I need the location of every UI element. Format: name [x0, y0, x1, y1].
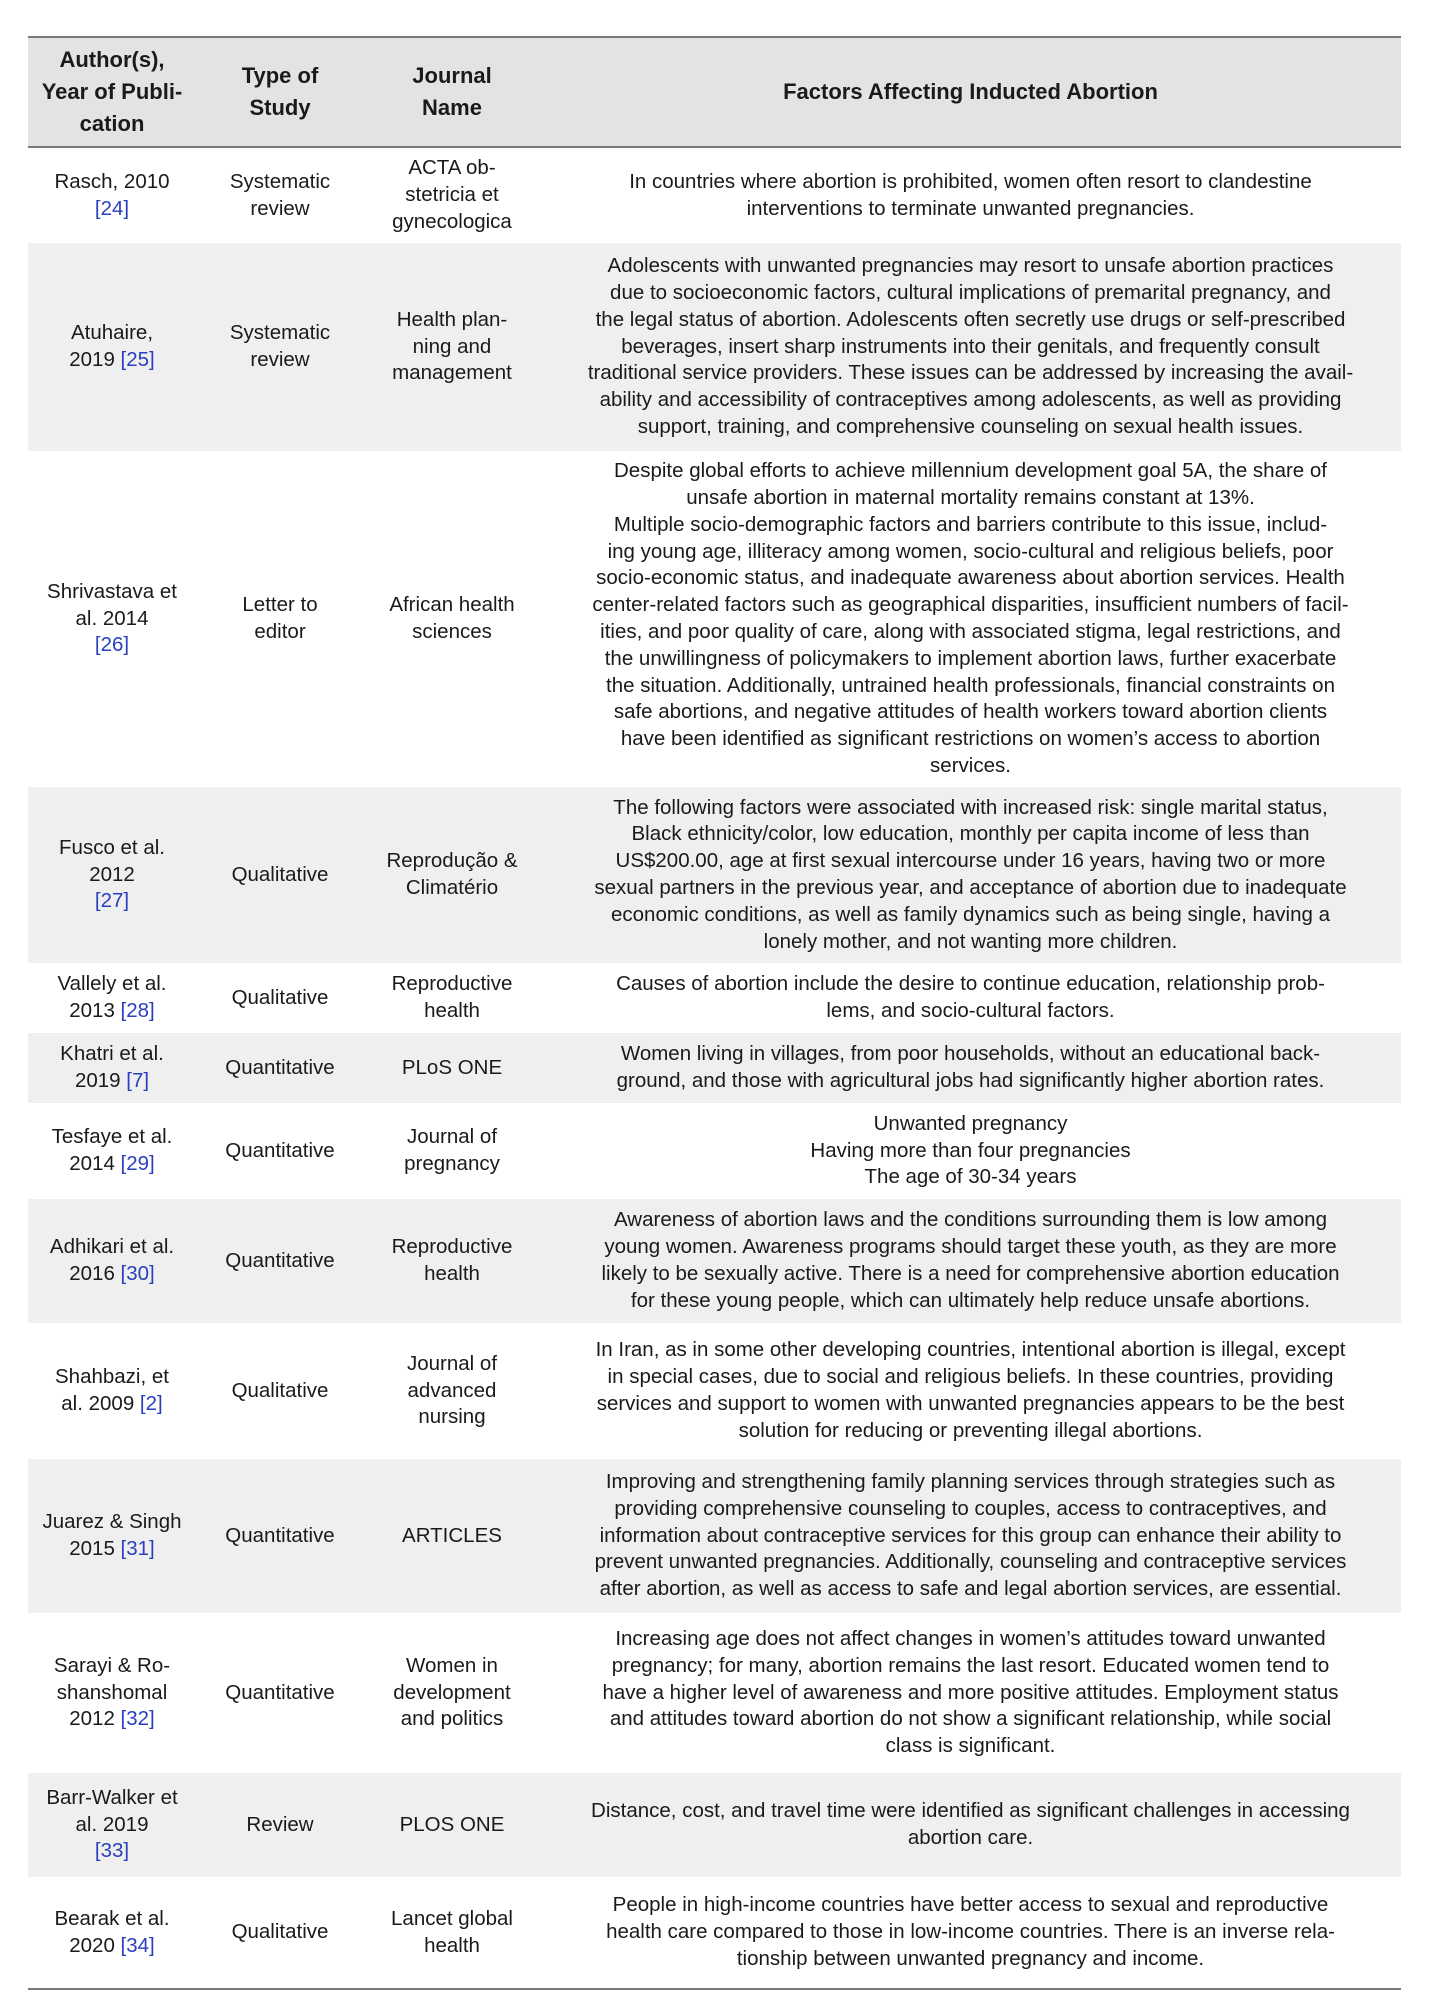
author-text: Adhikari et al.: [49, 1235, 175, 1259]
author-line: [34, 1812, 190, 1839]
author-line: [34, 1509, 190, 1536]
author-text: Bearak et al.: [54, 1906, 170, 1930]
table-row: [28, 1459, 1401, 1613]
table-row: [28, 787, 1401, 963]
header-journal: [364, 37, 540, 147]
text-line: prevent unwanted pregnancies. Additionally, counseling and contraceptive services: [594, 1550, 1347, 1574]
header-factors: [540, 37, 1401, 147]
reference-link[interactable]: [32]: [120, 1707, 155, 1731]
text-line: unsafe abortion in maternal mortality remains constant at 13%.: [686, 486, 1255, 510]
author-text: Sarayi & Ro-: [53, 1653, 171, 1677]
text-line: African health: [389, 593, 515, 617]
text-line: Improving and strengthening family planning services through strategies such as: [605, 1470, 1336, 1493]
author-text: Juarez & Singh: [42, 1510, 182, 1534]
text-line: solution for reducing or preventing illegal abortions.: [738, 1418, 1203, 1442]
text-line: Climatério: [405, 876, 499, 899]
table-row: [28, 1103, 1401, 1199]
study-type-cell: [196, 451, 364, 787]
author-text: Vallely et al.: [57, 972, 167, 996]
table-body: [28, 147, 1401, 1989]
author-cell: [28, 1459, 196, 1613]
text-line: Reproductive: [391, 972, 513, 996]
factors-cell: [540, 1613, 1401, 1773]
text-line: ARTICLES: [402, 1523, 502, 1547]
text-line: lonely mother, and not wanting more children.: [763, 929, 1178, 953]
text-line: Health plan-: [396, 307, 508, 331]
author-line: [34, 1933, 190, 1960]
reference-link[interactable]: [34]: [120, 1933, 155, 1957]
text-line: nursing: [418, 1405, 486, 1429]
reference-link[interactable]: [33]: [94, 1839, 130, 1863]
text-line: interventions to terminate unwanted pregnancies.: [746, 196, 1195, 220]
text-line: Systematic: [229, 321, 331, 345]
factors-cell: [540, 1323, 1401, 1459]
table-row: [28, 1613, 1401, 1773]
text-line: PLoS ONE: [401, 1055, 503, 1079]
table-row: [28, 1323, 1401, 1459]
table-row: [28, 963, 1401, 1033]
text-line: Women in: [406, 1653, 498, 1677]
text-line: in special cases, due to social and religious beliefs. In these countries, providing: [607, 1365, 1334, 1389]
study-type-cell: [196, 963, 364, 1033]
reference-link[interactable]: [29]: [120, 1152, 155, 1175]
author-line: [34, 1653, 190, 1680]
factors-cell: [540, 243, 1401, 451]
author-line: [34, 1364, 190, 1391]
text-line: Quantitative: [225, 1138, 335, 1162]
factors-cell: [540, 1459, 1401, 1613]
text-line: Journal of: [406, 1125, 498, 1149]
text-line: pregnancy: [404, 1152, 500, 1175]
text-line: Distance, cost, and travel time were identified as significant challenges in accessing: [591, 1799, 1350, 1823]
author-line: [34, 998, 190, 1025]
author-text: al. 2009: [61, 1392, 140, 1415]
author-text: al. 2019: [75, 1812, 149, 1836]
author-line: [34, 1706, 190, 1733]
journal-cell: [364, 1033, 540, 1103]
author-cell: [28, 1877, 196, 1989]
text-line: socio-economic status, and inadequate awareness about abortion services. Health: [596, 566, 1345, 590]
text-line: Causes of abortion include the desire to continue education, relationship prob-: [616, 972, 1325, 996]
author-text: 2014: [69, 1152, 121, 1175]
author-text: Rasch, 2010: [54, 169, 170, 193]
text-line: Multiple socio-demographic factors and barriers contribute to this issue, includ-: [613, 512, 1328, 536]
text-line: information about contraceptive services for this group can enhance their ability to: [599, 1523, 1342, 1547]
text-line: ities, and poor quality of care, along with associated stigma, legal restrictions, and: [600, 620, 1341, 643]
text-line: ground, and those with agricultural jobs had significantly higher abortion rates.: [616, 1069, 1325, 1092]
author-text: 2013: [69, 999, 121, 1022]
reference-link[interactable]: [27]: [94, 889, 130, 913]
author-cell: [28, 1613, 196, 1773]
table-row: [28, 451, 1401, 787]
text-line: Adolescents with unwanted pregnancies may resort to unsafe abortion practices: [607, 254, 1334, 278]
text-line: lems, and socio-cultural factors.: [826, 999, 1115, 1022]
study-type-cell: [196, 1033, 364, 1103]
text-line: ACTA ob-: [408, 156, 496, 180]
text-line: sexual partners in the previous year, and acceptance of abortion due to inadequate: [594, 876, 1347, 899]
text-line: In countries where abortion is prohibited, women often resort to clandestine: [629, 169, 1312, 193]
text-line: The following factors were associated with increased risk: single marital status,: [613, 795, 1328, 819]
text-line: and politics: [400, 1707, 504, 1731]
text-line: health: [424, 1262, 480, 1285]
factors-cell: [540, 963, 1401, 1033]
text-line: the situation. Additionally, untrained health professionals, financial constraints on: [606, 673, 1335, 697]
text-line: tionship between unwanted pregnancy and income.: [736, 1946, 1205, 1970]
text-line: class is significant.: [885, 1734, 1056, 1758]
text-line: Qualitative: [231, 985, 329, 1009]
factors-cell: [540, 1199, 1401, 1323]
text-line: due to socioeconomic factors, cultural implications of premarital pregnancy, and: [610, 281, 1331, 304]
author-line: [34, 320, 190, 347]
text-line: Reproductive: [391, 1235, 513, 1259]
header-line: Study: [249, 95, 311, 120]
text-line: the unwillingness of policymakers to implement abortion laws, further exacerbate: [604, 646, 1337, 670]
text-line: young women. Awareness programs should target these youth, as they are more: [604, 1235, 1337, 1259]
study-type-cell: [196, 1323, 364, 1459]
journal-cell: [364, 787, 540, 963]
author-text: 2020: [69, 1933, 121, 1957]
text-line: have been identified as significant restrictions on women’s access to abortion: [620, 727, 1321, 751]
author-cell: [28, 243, 196, 451]
factors-cell: [540, 1877, 1401, 1989]
text-line: Quantitative: [225, 1680, 335, 1704]
study-type-cell: [196, 1103, 364, 1199]
text-line: providing comprehensive counseling to couples, access to contraceptives, and: [614, 1496, 1327, 1520]
text-line: review: [250, 348, 310, 371]
author-text: 2019: [74, 1069, 127, 1092]
text-line: services and support to women with unwanted pregnancies appears to be the best: [596, 1392, 1345, 1415]
table-row: [28, 1199, 1401, 1323]
journal-cell: [364, 147, 540, 243]
text-line: sciences: [412, 620, 492, 643]
text-line: gynecologica: [392, 209, 512, 233]
factors-cell: [540, 451, 1401, 787]
author-text: shanshomal: [56, 1680, 168, 1704]
reference-link[interactable]: [25]: [120, 348, 155, 371]
text-line: pregnancy; for many, abortion remains the last resort. Educated women tend to: [611, 1653, 1330, 1677]
text-line: Review: [246, 1812, 314, 1836]
text-line: Despite global efforts to achieve millennium development goal 5A, the share of: [614, 459, 1327, 483]
author-line: [34, 1151, 190, 1178]
study-type-cell: [196, 1773, 364, 1877]
text-line: Having more than four pregnancies: [810, 1138, 1131, 1162]
text-line: Journal of: [406, 1351, 498, 1375]
study-type-cell: [196, 787, 364, 963]
header-line: Factors Affecting Inducted Abortion: [783, 79, 1158, 104]
text-line: Quantitative: [225, 1248, 335, 1272]
reference-link[interactable]: [24]: [94, 196, 130, 220]
author-cell: [28, 1199, 196, 1323]
header-line: Year of Publi-: [41, 79, 183, 104]
author-line: [34, 1838, 190, 1865]
author-text: al. 2014: [75, 606, 149, 630]
header-author: [28, 37, 196, 147]
author-text: Khatri et al.: [60, 1042, 164, 1066]
text-line: development: [393, 1680, 511, 1704]
text-line: Qualitative: [231, 862, 329, 886]
text-line: safe abortions, and negative attitudes of health workers toward abortion clients: [613, 700, 1328, 724]
journal-cell: [364, 1199, 540, 1323]
author-line: [34, 347, 190, 374]
author-cell: [28, 1103, 196, 1199]
author-text: 2015: [69, 1537, 121, 1560]
text-line: for these young people, which can ultimately help reduce unsafe abortions.: [630, 1288, 1311, 1312]
text-line: Awareness of abortion laws and the conditions surrounding them is low among: [614, 1208, 1327, 1232]
author-cell: [28, 451, 196, 787]
factors-cell: [540, 1103, 1401, 1199]
reference-link[interactable]: [7]: [126, 1069, 150, 1092]
text-line: Reprodução &: [386, 849, 518, 873]
text-line: ing young age, illiteracy among women, socio-cultural and religious beliefs, poor: [607, 539, 1334, 563]
factors-cell: [540, 147, 1401, 243]
text-line: likely to be sexually active. There is a need for comprehensive abortion education: [601, 1262, 1340, 1285]
journal-cell: [364, 963, 540, 1033]
text-line: ning and: [412, 334, 492, 358]
text-line: Quantitative: [225, 1055, 335, 1079]
author-text: Shahbazi, et: [55, 1365, 169, 1389]
study-type-cell: [196, 1199, 364, 1323]
text-line: beverages, insert sharp instruments into their genitals, and frequently consult: [621, 334, 1320, 358]
header-line: cation: [79, 111, 145, 136]
text-line: review: [250, 196, 310, 220]
journal-cell: [364, 243, 540, 451]
text-line: advanced: [407, 1378, 497, 1402]
journal-cell: [364, 451, 540, 787]
text-line: after abortion, as well as access to safe and legal abortion services, are essential.: [599, 1577, 1342, 1601]
table-row: [28, 1773, 1401, 1877]
author-line: [34, 1041, 190, 1068]
text-line: US$200.00, age at first sexual intercourse under 16 years, having two or more: [615, 849, 1326, 873]
journal-cell: [364, 1103, 540, 1199]
text-line: and attitudes toward abortion do not show a significant relationship, while social: [609, 1707, 1332, 1731]
table-container: [28, 36, 1401, 1990]
journal-cell: [364, 1459, 540, 1613]
text-line: Qualitative: [231, 1920, 329, 1944]
author-text: Barr-Walker et: [46, 1785, 178, 1809]
factors-cell: [540, 787, 1401, 963]
reference-link[interactable]: [31]: [120, 1537, 155, 1560]
text-line: center-related factors such as geographical disparities, insufficient numbers of facil-: [592, 593, 1349, 617]
study-type-cell: [196, 1613, 364, 1773]
text-line: traditional service providers. These issues can be addressed by increasing the avail-: [587, 361, 1354, 385]
text-line: editor: [254, 620, 306, 643]
journal-cell: [364, 1323, 540, 1459]
factors-cell: [540, 1773, 1401, 1877]
author-line: [34, 1261, 190, 1288]
text-line: The age of 30-34 years: [864, 1165, 1077, 1189]
author-cell: [28, 1033, 196, 1103]
factors-cell: [540, 1033, 1401, 1103]
author-text: Shrivastava et: [47, 579, 177, 603]
reference-link[interactable]: [28]: [120, 999, 155, 1022]
text-line: Black ethnicity/color, low education, monthly per capita income of less than: [631, 822, 1310, 846]
study-type-cell: [196, 1877, 364, 1989]
author-text: 2019: [69, 348, 121, 371]
text-line: economic conditions, as well as family dynamics such as being single, having a: [610, 902, 1330, 926]
author-line: [34, 835, 190, 862]
author-line: [34, 579, 190, 606]
text-line: the legal status of abortion. Adolescents often secretly use drugs or self-prescribed: [595, 307, 1346, 331]
text-line: have a higher level of awareness and more positive attitudes. Employment status: [602, 1680, 1339, 1704]
header-row: [28, 37, 1401, 147]
reference-link[interactable]: [26]: [94, 633, 130, 657]
study-type-cell: [196, 1459, 364, 1613]
text-line: stetricia et: [405, 183, 499, 207]
reference-link[interactable]: [30]: [120, 1262, 155, 1285]
author-text: Fusco et al.: [59, 835, 165, 859]
author-line: [34, 1906, 190, 1933]
author-cell: [28, 963, 196, 1033]
author-line: [34, 1068, 190, 1095]
text-line: People in high-income countries have better access to sexual and reproductive: [612, 1893, 1329, 1917]
factors-table: [28, 36, 1401, 1990]
author-text: Atuhaire,: [70, 321, 154, 345]
author-text: 2016: [69, 1262, 121, 1285]
author-line: [34, 888, 190, 915]
header-line: Type of: [241, 63, 319, 88]
author-line: [34, 606, 190, 633]
header-line: Author(s),: [59, 47, 165, 72]
text-line: Unwanted pregnancy: [873, 1111, 1068, 1135]
text-line: Quantitative: [225, 1523, 335, 1547]
text-line: services.: [930, 753, 1011, 777]
study-type-cell: [196, 243, 364, 451]
text-line: Increasing age does not affect changes in women’s attitudes toward unwanted: [615, 1627, 1326, 1650]
journal-cell: [364, 1773, 540, 1877]
text-line: health: [424, 1933, 480, 1957]
author-cell: [28, 787, 196, 963]
author-line: [34, 971, 190, 998]
header-line: Journal: [412, 63, 492, 88]
text-line: Letter to: [242, 593, 318, 617]
text-line: In Iran, as in some other developing countries, intentional abortion is illegal, except: [595, 1338, 1346, 1362]
author-line: [34, 862, 190, 889]
author-line: [34, 1680, 190, 1707]
author-line: [34, 632, 190, 659]
reference-link[interactable]: [2]: [139, 1392, 163, 1415]
author-cell: [28, 1773, 196, 1877]
table-row: [28, 1033, 1401, 1103]
text-line: health: [424, 999, 480, 1022]
text-line: support, training, and comprehensive counseling on sexual health issues.: [637, 414, 1304, 438]
journal-cell: [364, 1877, 540, 1989]
author-text: 2012: [69, 1707, 121, 1731]
author-line: [34, 1234, 190, 1261]
header-type: [196, 37, 364, 147]
table-row: [28, 147, 1401, 243]
text-line: Women living in villages, from poor households, without an educational back-: [620, 1042, 1321, 1066]
study-type-cell: [196, 147, 364, 243]
text-line: abortion care.: [907, 1826, 1034, 1849]
journal-cell: [364, 1613, 540, 1773]
author-cell: [28, 1323, 196, 1459]
author-line: [34, 1536, 190, 1563]
author-cell: [28, 147, 196, 243]
text-line: management: [392, 361, 512, 385]
author-text: 2012: [89, 862, 135, 886]
author-text: Tesfaye et al.: [51, 1125, 173, 1149]
author-line: [34, 1785, 190, 1812]
text-line: Systematic: [229, 169, 331, 193]
text-line: Qualitative: [231, 1378, 329, 1402]
table-row: [28, 243, 1401, 451]
text-line: PLOS ONE: [399, 1812, 505, 1836]
author-line: [34, 1124, 190, 1151]
header-line: Name: [422, 95, 482, 120]
text-line: ability and accessibility of contraceptives among adolescents, as well as providing: [599, 388, 1342, 412]
table-row: [28, 1877, 1401, 1989]
text-line: Lancet global: [391, 1906, 513, 1930]
author-line: [34, 169, 190, 196]
author-line: [34, 1391, 190, 1418]
author-line: [34, 196, 190, 223]
text-line: health care compared to those in low-income countries. There is an inverse rela-: [606, 1920, 1335, 1944]
